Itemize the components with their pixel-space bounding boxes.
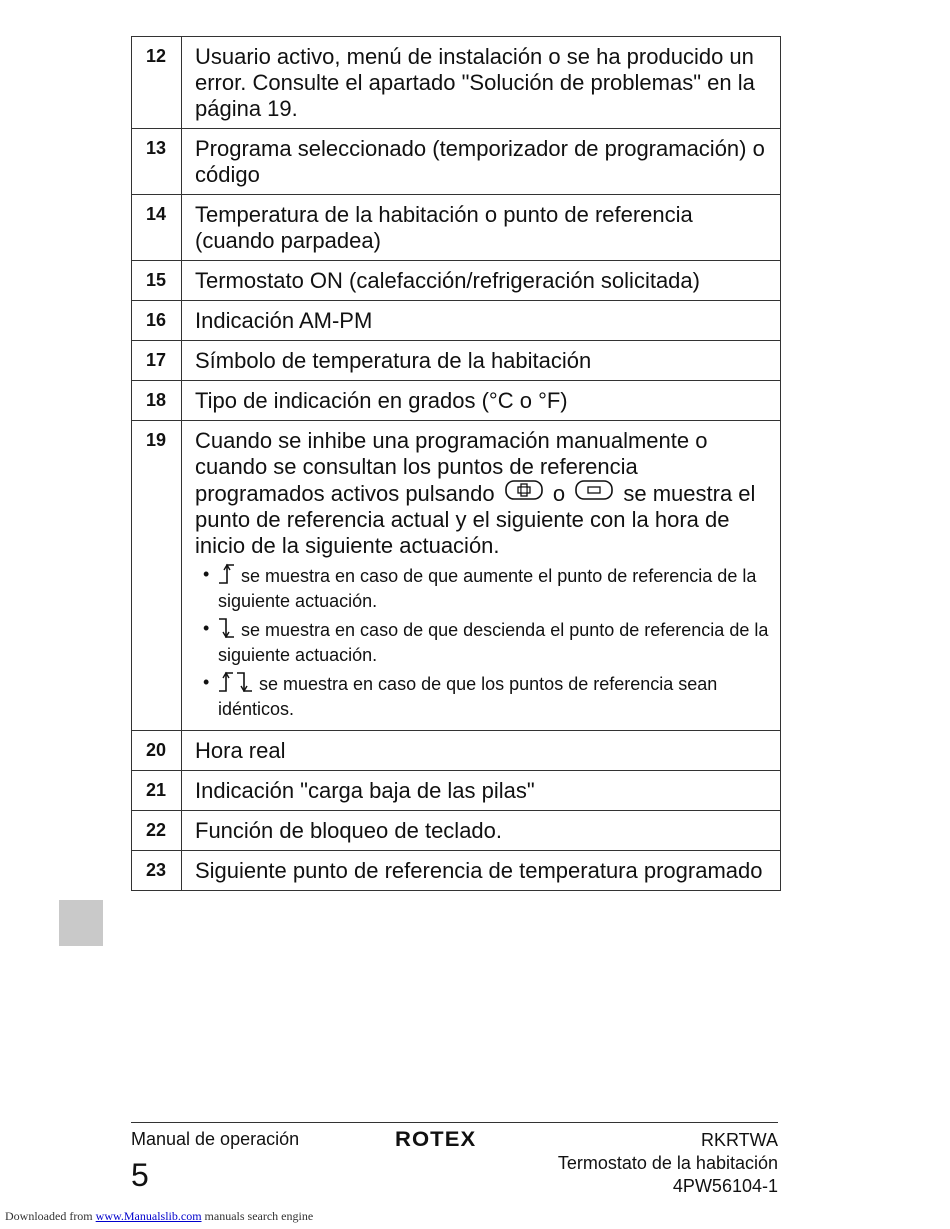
page-number: 5: [131, 1157, 149, 1193]
row-number: 19: [132, 421, 182, 731]
row-description: Siguiente punto de referencia de temperatura programado: [182, 851, 781, 891]
row-description: Termostato ON (calefacción/refrigeración solicitada): [182, 261, 781, 301]
table-row: [132, 381, 781, 421]
manualslib-link[interactable]: www.Manualslib.com: [95, 1209, 202, 1223]
table-row: [132, 261, 781, 301]
table-row: [132, 195, 781, 261]
product-info: [558, 1129, 778, 1198]
minus-button-icon: [575, 480, 613, 500]
document-code: 4PW56104-1: [672, 1176, 778, 1196]
row-text-part1: Cuando se inhibe una programación manualmente o cuando se consultan los puntos de referencia programados activos pulsando: [195, 428, 708, 506]
row-text-part2: o: [552, 481, 566, 506]
row-number: 13: [132, 129, 182, 195]
row-description: Programa seleccionado (temporizador de programación) o código: [182, 129, 781, 195]
row-description: Hora real: [182, 731, 781, 771]
section-tab-marker: [59, 900, 103, 946]
footer-divider: [131, 1122, 778, 1123]
bullet-list: [195, 562, 770, 722]
row-number: 17: [132, 341, 182, 381]
row-number: 14: [132, 195, 182, 261]
table-row: [132, 37, 781, 129]
row-description: Símbolo de temperatura de la habitación: [182, 341, 781, 381]
list-item: • se muestra en caso de que los puntos de referencia sean idénticos.: [195, 670, 770, 722]
table-row: [132, 421, 781, 731]
row-description: Indicación "carga baja de las pilas": [182, 771, 781, 811]
table-row: [132, 731, 781, 771]
table-row: [132, 129, 781, 195]
row-number: 20: [132, 731, 182, 771]
row-number: 16: [132, 301, 182, 341]
row-text-part3: se muestra el punto de referencia actual y el siguiente con la hora de inicio de la siguiente actuación.: [195, 481, 756, 558]
table-row: [132, 811, 781, 851]
product-name: Termostato de la habitación: [557, 1153, 778, 1173]
setpoint-equal-icon: [218, 670, 254, 692]
list-item: • se muestra en caso de que descienda el punto de referencia de la siguiente actuación.: [195, 616, 770, 668]
row-number: 23: [132, 851, 182, 891]
list-item: • se muestra en caso de que aumente el punto de referencia de la siguiente actuación.: [195, 562, 770, 614]
row-description: Usuario activo, menú de instalación o se ha producido un error. Consulte el apartado "Solución de problemas" en la página 19.: [182, 37, 781, 129]
download-notice: Downloaded from www.Manualslib.com manuals search engine: [5, 1209, 314, 1223]
table-row: [132, 341, 781, 381]
row-description: Indicación AM-PM: [182, 301, 781, 341]
setpoint-up-icon: [218, 562, 236, 584]
row-description: Tipo de indicación en grados (°C o °F): [182, 381, 781, 421]
row-description: Temperatura de la habitación o punto de referencia (cuando parpadea): [182, 195, 781, 261]
brand-logo: ROTEX: [395, 1128, 477, 1151]
table-row: [132, 301, 781, 341]
row-description: Función de bloqueo de teclado.: [182, 811, 781, 851]
row-number: 21: [132, 771, 182, 811]
row-number: 18: [132, 381, 182, 421]
table-row: [132, 771, 781, 811]
row-number: 15: [132, 261, 182, 301]
legend-table: [131, 36, 781, 891]
table-row: [132, 851, 781, 891]
model-code: RKRTWA: [700, 1130, 778, 1150]
setpoint-down-icon: [218, 616, 236, 638]
plus-button-icon: [505, 480, 543, 500]
row-description: [182, 421, 781, 731]
row-number: 12: [132, 37, 182, 129]
manual-title: Manual de operación: [131, 1129, 300, 1149]
row-number: 22: [132, 811, 182, 851]
